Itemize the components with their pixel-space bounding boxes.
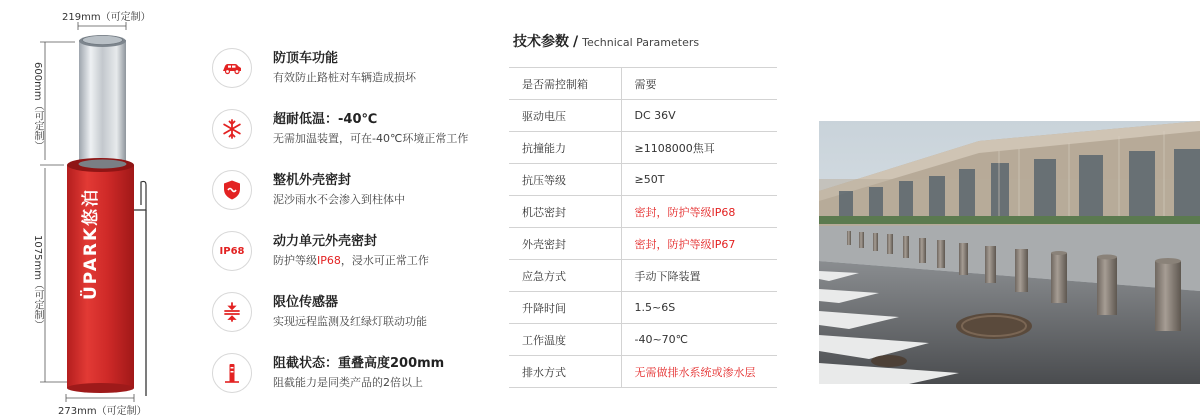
- car-icon: [212, 48, 252, 88]
- feature-item: [212, 167, 497, 217]
- street-scene-image: [819, 121, 1200, 384]
- parameter-value: 密封，防护等级IP68: [621, 196, 777, 228]
- parameter-value: 手动下降装置: [621, 260, 777, 292]
- upper-height-label: 600mm（可定制）: [32, 62, 43, 151]
- installation-photo: [819, 121, 1200, 384]
- parameter-row: [509, 324, 777, 356]
- feature-title: 超耐低温：-40℃: [273, 112, 378, 127]
- feature-title: 动力单元外壳密封: [273, 234, 378, 249]
- barrier-icon: [212, 353, 252, 393]
- lower-height-label: 1075mm（可定制）: [32, 235, 43, 330]
- limit-sensor-icon: [212, 292, 252, 332]
- parameter-key: 抗压等级: [509, 164, 621, 196]
- feature-desc: 泥沙雨水不会渗入到柱体中: [273, 193, 405, 206]
- parameter-row: [509, 356, 777, 388]
- parameter-key: 抗撞能力: [509, 132, 621, 164]
- shield-icon: [212, 170, 252, 210]
- feature-title: 阻截状态：重叠高度200mm: [273, 356, 445, 371]
- parameter-key: 工作温度: [509, 324, 621, 356]
- parameter-key: 机芯密封: [509, 196, 621, 228]
- top-width-label: 219mm（可定制）: [62, 12, 151, 23]
- parameter-value: DC 36V: [621, 100, 777, 132]
- parameter-key: 应急方式: [509, 260, 621, 292]
- parameter-row: [509, 228, 777, 260]
- parameter-value: 无需做排水系统或渗水层: [621, 356, 777, 388]
- parameter-value: 需要: [621, 68, 777, 100]
- feature-desc: 有效防止路桩对车辆造成损坏: [273, 71, 416, 84]
- parameter-value: -40~70℃: [621, 324, 777, 356]
- parameter-key: 排水方式: [509, 356, 621, 388]
- feature-item: [212, 45, 497, 95]
- parameters-table: [509, 67, 777, 388]
- bollard-illustration: [0, 0, 200, 420]
- bottom-width-label: 273mm（可定制）: [58, 406, 147, 417]
- parameter-row: [509, 260, 777, 292]
- feature-desc: 无需加温装置，可在-40℃环境正常工作: [273, 132, 469, 145]
- parameter-key: 是否需控制箱: [509, 68, 621, 100]
- parameters-title-en: Technical Parameters: [582, 36, 700, 49]
- feature-item: [212, 289, 497, 339]
- parameter-value: 1.5~6S: [621, 292, 777, 324]
- feature-item: [212, 350, 497, 400]
- feature-item: [212, 106, 497, 156]
- snowflake-icon: [212, 109, 252, 149]
- feature-desc: 防护等级IP68，浸水可正常工作: [273, 254, 429, 267]
- parameter-key: 驱动电压: [509, 100, 621, 132]
- parameter-row: [509, 132, 777, 164]
- feature-title: 防顶车功能: [273, 51, 339, 66]
- feature-title: 整机外壳密封: [273, 173, 352, 188]
- parameter-row: [509, 164, 777, 196]
- parameter-value: ≥1108000焦耳: [621, 132, 777, 164]
- parameter-row: [509, 292, 777, 324]
- feature-item: [212, 228, 497, 278]
- parameter-key: 外壳密封: [509, 228, 621, 260]
- parameter-row: [509, 100, 777, 132]
- feature-desc: 阻截能力是同类产品的2倍以上: [273, 376, 423, 389]
- parameters-heading: [513, 31, 699, 51]
- parameters-title-cn: 技术参数: [513, 34, 569, 50]
- ip68-icon: IP68: [212, 231, 252, 271]
- parameter-value: ≥50T: [621, 164, 777, 196]
- parameter-row: [509, 68, 777, 100]
- parameters-separator: /: [573, 34, 579, 50]
- brand-logo: ÜPARK悠泊: [81, 187, 101, 300]
- parameter-row: [509, 196, 777, 228]
- parameter-value: 密封，防护等级IP67: [621, 228, 777, 260]
- feature-title: 限位传感器: [273, 295, 339, 310]
- parameter-key: 升降时间: [509, 292, 621, 324]
- feature-desc: 实现远程监测及红绿灯联动功能: [273, 315, 427, 328]
